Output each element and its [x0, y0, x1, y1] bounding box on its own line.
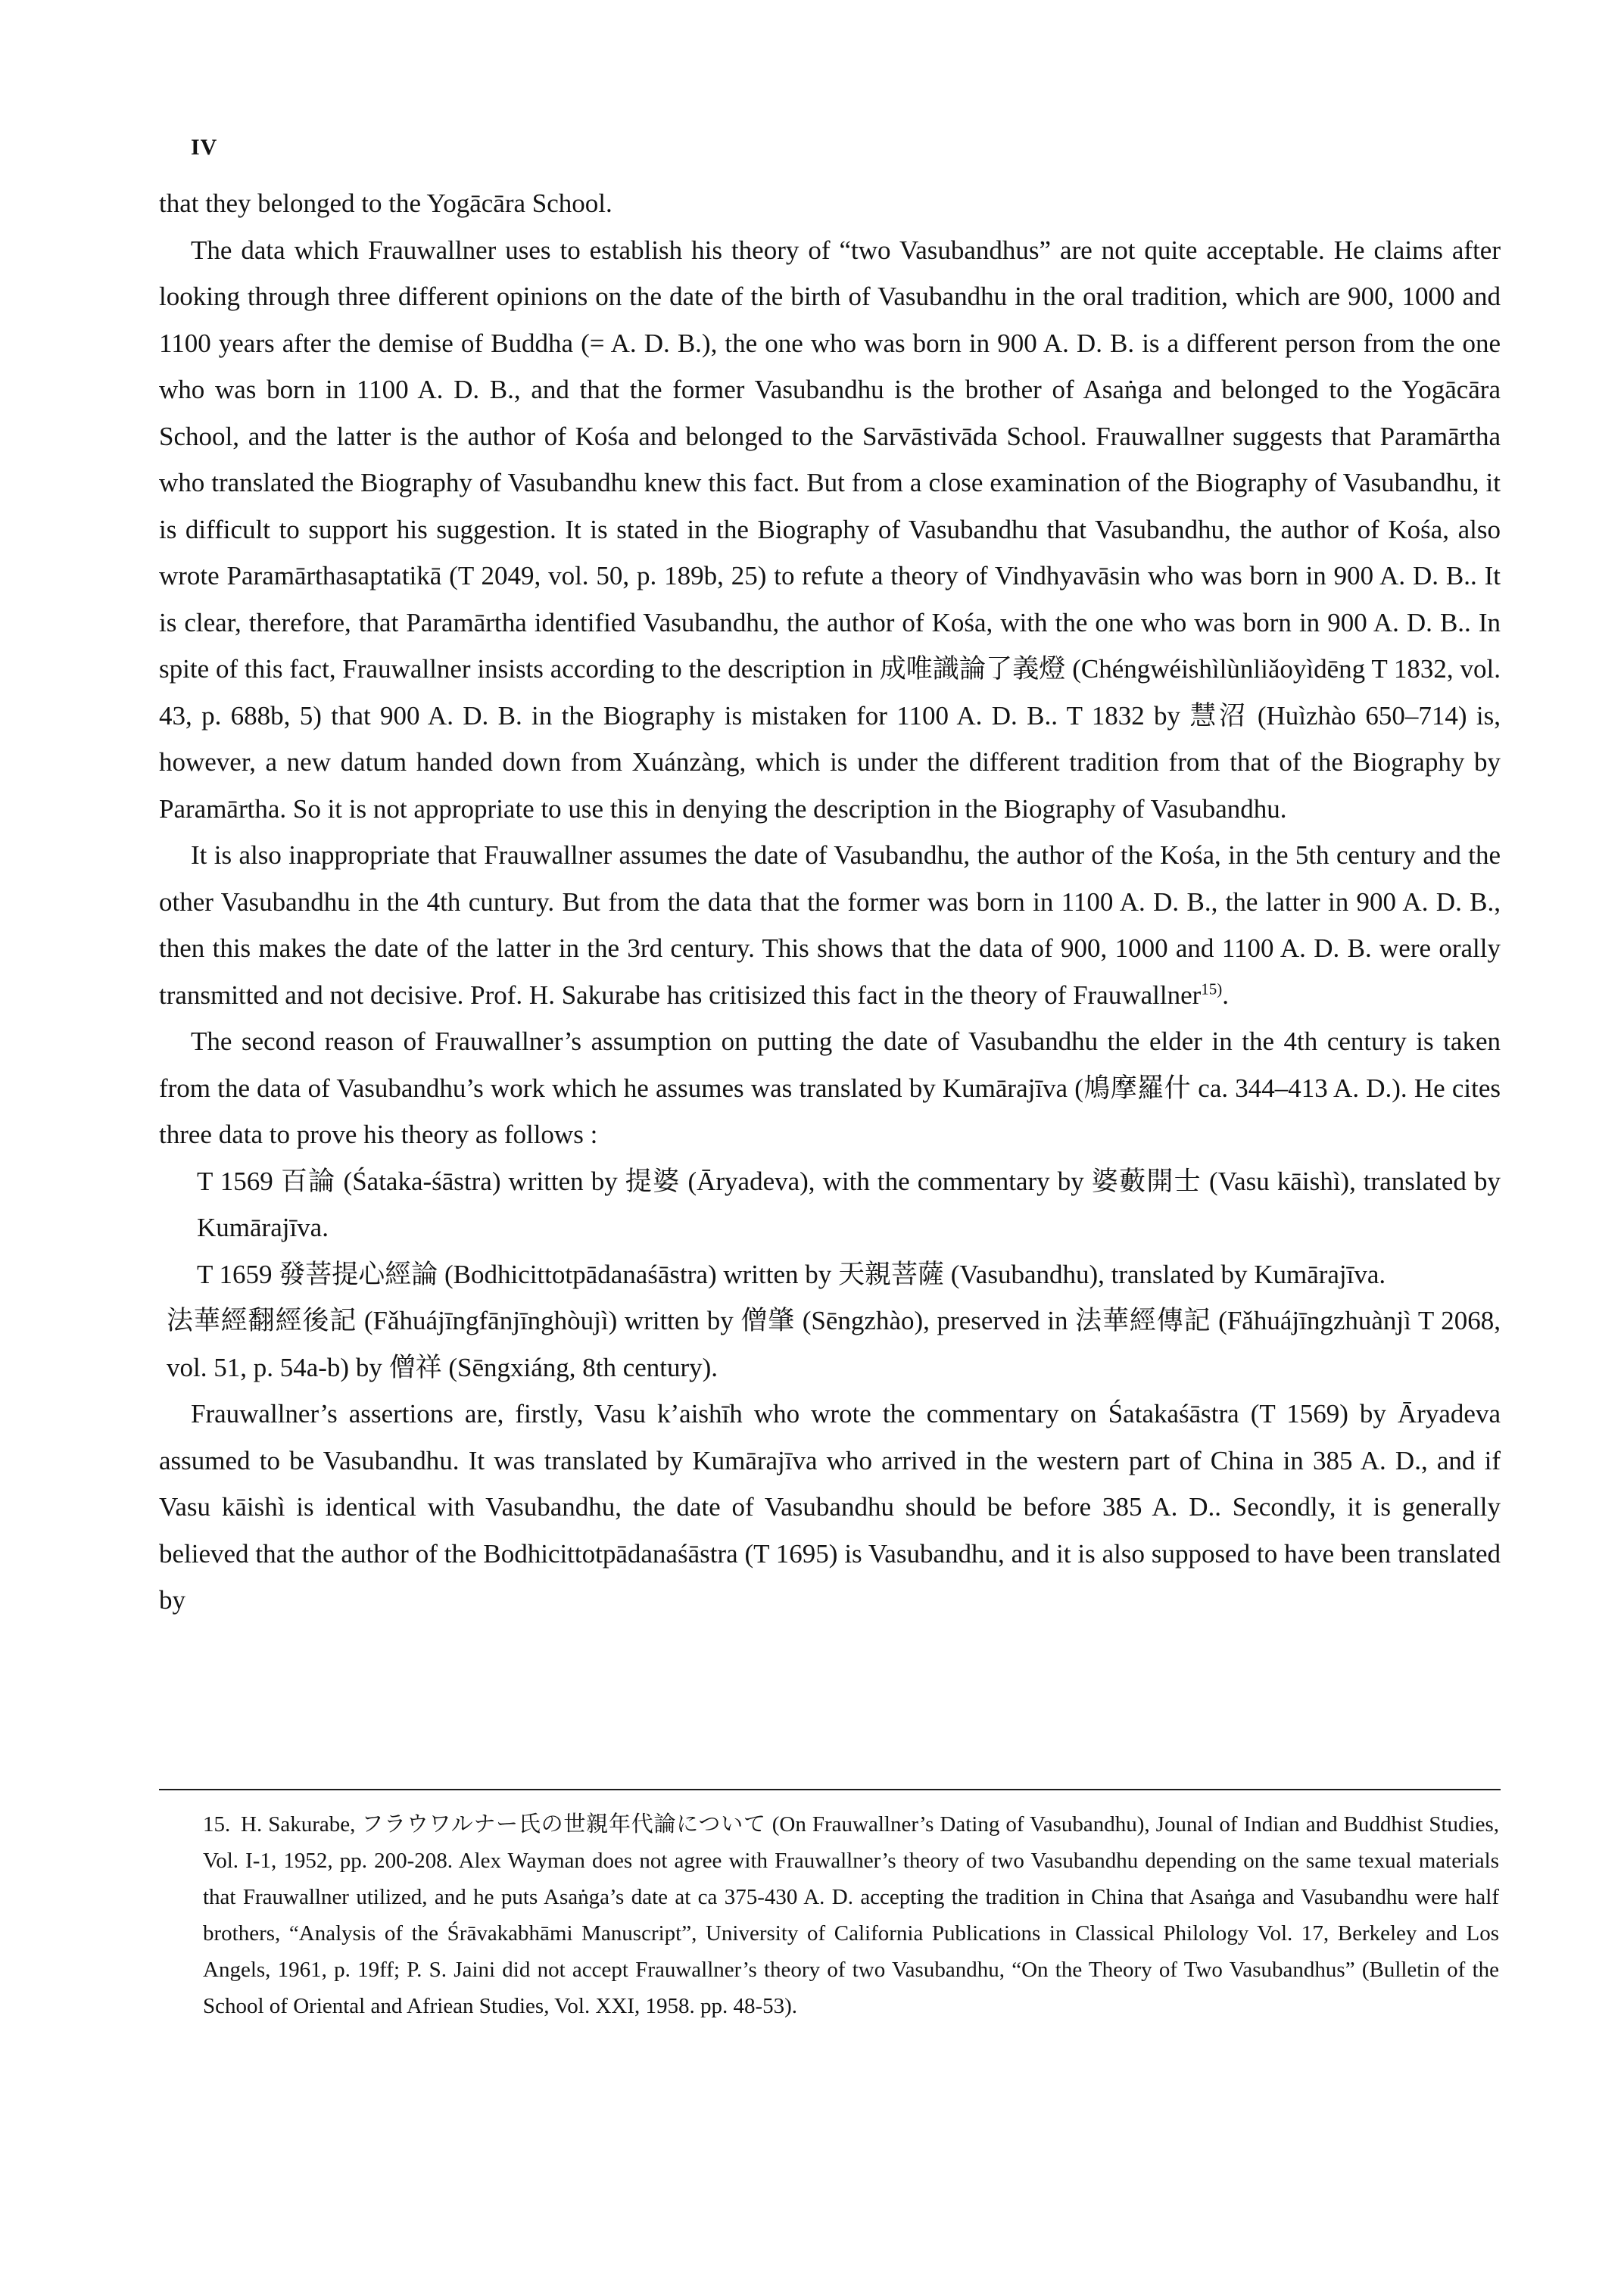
footnote — [203, 1806, 1499, 2024]
footnote-divider — [159, 1789, 1501, 1790]
paragraph: The data which Frauwallner uses to establish his theory of “two Vasubandhus” are not quite acceptable. He claims after looking through three different opinions on the date of the birth of Vasubandhu in the oral tradition, which are 900, 1000 and 1100 years after the demise of Buddha (= A. D. B.), the one who was born in 900 A. D. B. is a different person from the one who was born in 1100 A. D. B., and that the former Vasubandhu is the brother of Asaṅga and belonged to the Yogācāra School, and the latter is the author of Kośa and belonged to the Sarvāstivāda School. Frauwallner suggests that Paramārtha who translated the Biography of Vasubandhu knew this fact. But from a close examination of the Biography of Vasubandhu, it is difficult to support his suggestion. It is stated in the Biography of Vasubandhu that Vasubandhu, the author of Kośa, also wrote Paramārthasaptatikā (T 2049, vol. 50, p. 189b, 25) to refute a theory of Vindhyavāsin who was born in 900 A. D. B.. It is clear, therefore, that Paramārtha identified Vasubandhu, the author of Kośa, with the one who was born in 900 A. D. B.. In spite of this fact, Frauwallner insists according to the description in 成唯識論了義燈 (Chéngwéishìlùnliǎoyìdēng T 1832, vol. 43, p. 688b, 5) that 900 A. D. B. in the Biography is mistaken for 1100 A. D. B.. T 1832 by 慧沼 (Huìzhào 650–714) is, however, a new datum handed down from Xuánzàng, which is under the different tradition from that of the Biography by Paramārtha. So it is not appropriate to use this in denying the description in the Biography of Vasubandhu. — [159, 235, 1501, 824]
paragraph: Frauwallner’s assertions are, firstly, Vasu k’aishīh who wrote the commentary on Śatakaśāstra (T 1569) by Āryadeva assumed to be Vasubandhu. It was translated by Kumārajīva who arrived in the western part of China in 385 A. D., and if Vasu kāishì is identical with Vasubandhu, the date of Vasubandhu should be before 385 A. D.. Secondly, it is generally believed that the author of the Bodhicittotpādanaśāstra (T 1695) is Vasubandhu, and it is also supposed to have been translated by — [159, 1399, 1501, 1615]
main-text — [159, 180, 1501, 1624]
citation-entry: T 1569 百論 (Śataka-śāstra) written by 提婆 (Āryadeva), with the commentary by 婆藪開士 (Vasu kāishì), translated by Kumārajīva. — [197, 1166, 1501, 1242]
citation-entry: 法華經翻經後記 (Fǎhuájīngfānjīnghòujì) written by 僧肇 (Sēngzhào), preserved in 法華經傳記 (Fǎhuájīngzhuànjì T 2068, vol. 51, p. 54a-b) by 僧祥 (Sēngxiáng, 8th century). — [167, 1306, 1501, 1382]
footnote-number: 15. — [203, 1812, 231, 1837]
paragraph-continuation: that they belonged to the Yogācāra School. — [159, 188, 613, 218]
footnote-text: H. Sakurabe, フラウワルナー氏の世親年代論について (On Frauwallner’s Dating of Vasubandhu), Jounal of Indian and Buddhist Studies, Vol. I-1, 1952, pp. 200-208. Alex Wayman does not agree with Frauwallner’s theory of two Vasubandhu depending on the same texual materials that Frauwallner utilized, and he puts Asaṅga’s date at ca 375-430 A. D. accepting the tradition in China that Asaṅga and Vasubandhu were half brothers, “Analysis of the Śrāvakabhāmi Manuscript”, University of California Publications in Classical Philology Vol. 17, Berkeley and Los Angels, 1961, p. 19ff; P. S. Jaini did not accept Frauwallner’s theory of two Vasubandhu, “On the Theory of Two Vasubandhus” (Bulletin of the School of Oriental and Afriean Studies, Vol. XXI, 1958. pp. 48-53). — [203, 1812, 1499, 2018]
page-number: IV — [191, 135, 218, 160]
citation-entry: T 1659 發菩提心經論 (Bodhicittotpādanaśāstra) written by 天親菩薩 (Vasubandhu), translated by Kumārajīva. — [197, 1259, 1386, 1289]
paragraph: The second reason of Frauwallner’s assumption on putting the date of Vasubandhu the elder in the 4th century is taken from the data of Vasubandhu’s work which he assumes was translated by Kumārajīva (鳩摩羅什 ca. 344–413 A. D.). He cites three data to prove his theory as follows : — [159, 1027, 1501, 1149]
paragraph-text: It is also inappropriate that Frauwallner assumes the date of Vasubandhu, the author of the Kośa, in the 5th century and the other Vasubandhu in the 4th cuntury. But from the data that the former was born in 1100 A. D. B., the latter in 900 A. D. B., then this makes the date of the latter in the 3rd century. This shows that the data of 900, 1000 and 1100 A. D. B. were orally transmitted and not decisive. Prof. H. Sakurabe has critisized this fact in the theory of Frauwallner — [159, 840, 1501, 1010]
footnote-reference[interactable]: 15) — [1201, 979, 1223, 998]
paragraph-end: . — [1222, 980, 1230, 1010]
footnotes — [203, 1806, 1499, 2024]
paragraph — [159, 832, 1501, 1018]
